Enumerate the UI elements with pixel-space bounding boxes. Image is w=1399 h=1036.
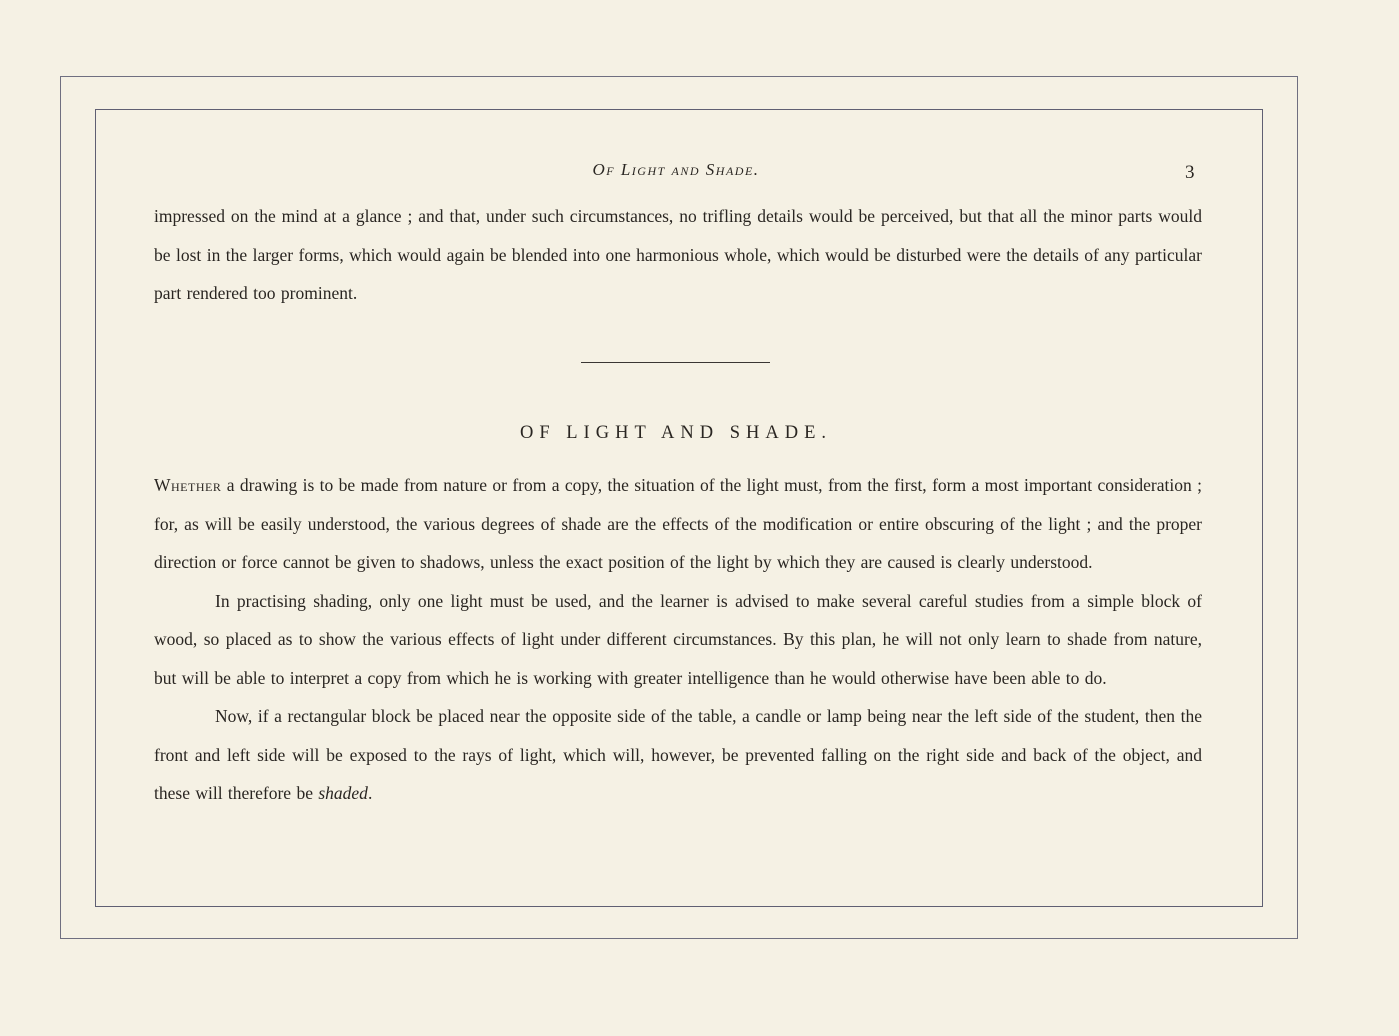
page-number: 3 (1185, 162, 1195, 183)
emphasized-word: shaded (318, 783, 368, 803)
section-title: OF LIGHT AND SHADE. (519, 423, 833, 443)
continued-paragraph: impressed on the mind at a glance ; and that, under such circumstances, no trifling details would be perceived, but that all the minor parts would be lost in the larger forms, which would again be blended into one harmonious whole, which would be disturbed were the details of any particular part rendered too prominent. (154, 206, 1202, 303)
continued-paragraph-block (154, 197, 1202, 313)
paragraph-2: In practising shading, only one light must be used, and the learner is advised to make several careful studies from a simple block of wood, so placed as to show the various effects of light under different circumstances. By this plan, he will not only learn to shade from nature, but will be able to interpret a copy from which he is working with greater intelligence than he would otherwise have been able to do. (154, 590, 1202, 688)
paragraph-3 (154, 697, 1202, 813)
section-body (154, 466, 1202, 813)
paragraph-lead-word: Whether (154, 475, 222, 495)
section-divider (581, 362, 770, 363)
paragraph-3-ending: . (367, 783, 373, 803)
paragraph-3-text: Now, if a rectangular block be placed near the opposite side of the table, a candle or lamp being near the left side of the student, then the front and left side will be exposed to the rays of light, which will, however, be prevented falling on the right side and back of the object, and these will therefore be (154, 706, 1202, 803)
running-head: Of Light and Shade. (592, 160, 760, 179)
paragraph-1-text: a drawing is to be made from nature or from a copy, the situation of the light must, from the first, form a most important consideration ; for, as will be easily understood, the various degrees of shade are the effects of the modification or entire obscuring of the light ; and the proper direction or force cannot be given to shadows, unless the exact position of the light by which they are caused is clearly understood. (154, 475, 1202, 572)
paragraph-1 (154, 466, 1202, 582)
